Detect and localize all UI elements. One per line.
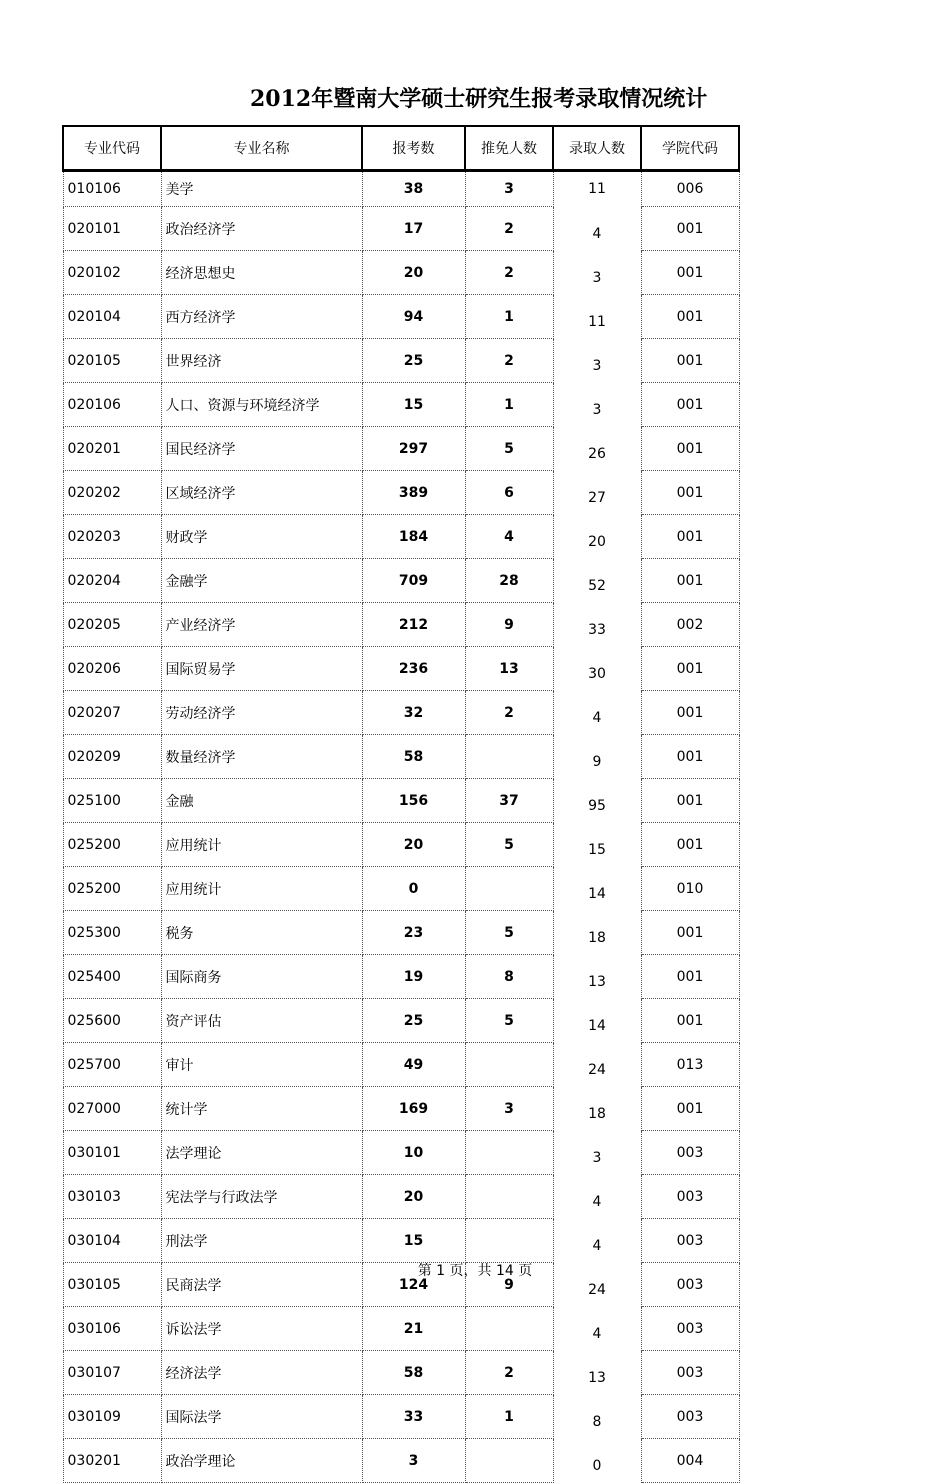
admitted-cell: 8: [553, 1395, 641, 1439]
admitted-cell: 14: [553, 867, 641, 911]
college-code-cell: 002: [641, 603, 739, 647]
major-code-cell: 030101: [63, 1131, 161, 1175]
applicants-cell: 169: [362, 1087, 465, 1131]
exempt-cell: 2: [465, 207, 553, 251]
exempt-cell: 5: [465, 427, 553, 471]
college-code-cell: 003: [641, 1131, 739, 1175]
major-code-cell: 025100: [63, 779, 161, 823]
admitted-cell: 33: [553, 603, 641, 647]
admitted-cell: 4: [553, 691, 641, 735]
applicants-cell: 38: [362, 171, 465, 207]
table-row: [63, 171, 739, 207]
table-row: [63, 251, 739, 295]
table-row: [63, 647, 739, 691]
header-major-code: 专业代码: [63, 126, 161, 171]
college-code-cell: 013: [641, 1043, 739, 1087]
college-code-cell: 003: [641, 1395, 739, 1439]
exempt-cell: [465, 1219, 553, 1263]
admitted-cell: 4: [553, 1307, 641, 1351]
applicants-cell: 21: [362, 1307, 465, 1351]
college-code-cell: 001: [641, 515, 739, 559]
page-title: 2012年暨南大学硕士研究生报考录取情况统计: [250, 86, 708, 112]
admitted-cell: 13: [553, 955, 641, 999]
applicants-cell: 10: [362, 1131, 465, 1175]
table-row: [63, 1395, 739, 1439]
major-name-cell: 经济思想史: [161, 251, 362, 295]
major-code-cell: 020206: [63, 647, 161, 691]
major-code-cell: 020101: [63, 207, 161, 251]
table-row: [63, 1087, 739, 1131]
college-code-cell: 001: [641, 427, 739, 471]
admitted-cell: 13: [553, 1351, 641, 1395]
admitted-cell: 4: [553, 207, 641, 251]
applicants-cell: 389: [362, 471, 465, 515]
major-code-cell: 025400: [63, 955, 161, 999]
major-code-cell: 030201: [63, 1439, 161, 1483]
table-row: [63, 427, 739, 471]
college-code-cell: 001: [641, 1087, 739, 1131]
admitted-cell: 9: [553, 735, 641, 779]
major-name-cell: 国民经济学: [161, 427, 362, 471]
major-name-cell: 国际商务: [161, 955, 362, 999]
major-name-cell: 区域经济学: [161, 471, 362, 515]
college-code-cell: 001: [641, 559, 739, 603]
exempt-cell: 8: [465, 955, 553, 999]
admitted-cell: 4: [553, 1219, 641, 1263]
major-code-cell: 020207: [63, 691, 161, 735]
applicants-cell: 156: [362, 779, 465, 823]
college-code-cell: 001: [641, 911, 739, 955]
table-header-row: [63, 126, 739, 171]
major-code-cell: 020209: [63, 735, 161, 779]
major-code-cell: 030103: [63, 1175, 161, 1219]
college-code-cell: 001: [641, 823, 739, 867]
table-row: [63, 339, 739, 383]
exempt-cell: 5: [465, 911, 553, 955]
exempt-cell: 3: [465, 1087, 553, 1131]
admitted-cell: 3: [553, 383, 641, 427]
applicants-cell: 3: [362, 1439, 465, 1483]
college-code-cell: 003: [641, 1219, 739, 1263]
table-row: [63, 383, 739, 427]
table-row: [63, 1439, 739, 1483]
table-row: [63, 999, 739, 1043]
header-applicants: 报考数: [362, 126, 465, 171]
table-row: [63, 691, 739, 735]
table-row: [63, 911, 739, 955]
table-row: [63, 559, 739, 603]
applicants-cell: 20: [362, 1175, 465, 1219]
exempt-cell: 3: [465, 171, 553, 207]
major-name-cell: 世界经济: [161, 339, 362, 383]
table-row: [63, 1175, 739, 1219]
major-name-cell: 法学理论: [161, 1131, 362, 1175]
college-code-cell: 003: [641, 1351, 739, 1395]
major-name-cell: 应用统计: [161, 867, 362, 911]
exempt-cell: [465, 867, 553, 911]
applicants-cell: 15: [362, 1219, 465, 1263]
table-row: [63, 867, 739, 911]
exempt-cell: 2: [465, 691, 553, 735]
college-code-cell: 004: [641, 1439, 739, 1483]
applicants-cell: 19: [362, 955, 465, 999]
major-code-cell: 030104: [63, 1219, 161, 1263]
major-code-cell: 030109: [63, 1395, 161, 1439]
table-row: [63, 603, 739, 647]
major-code-cell: 020204: [63, 559, 161, 603]
major-name-cell: 金融学: [161, 559, 362, 603]
admitted-cell: 18: [553, 1087, 641, 1131]
major-name-cell: 民商法学: [161, 1263, 362, 1307]
college-code-cell: 001: [641, 779, 739, 823]
major-code-cell: 020104: [63, 295, 161, 339]
admitted-cell: 24: [553, 1263, 641, 1307]
college-code-cell: 010: [641, 867, 739, 911]
admitted-cell: 3: [553, 339, 641, 383]
table-row: [63, 955, 739, 999]
exempt-cell: [465, 1043, 553, 1087]
exempt-cell: 37: [465, 779, 553, 823]
table-row: [63, 471, 739, 515]
major-code-cell: 020205: [63, 603, 161, 647]
exempt-cell: 1: [465, 1395, 553, 1439]
major-name-cell: 劳动经济学: [161, 691, 362, 735]
table-row: [63, 515, 739, 559]
major-name-cell: 宪法学与行政法学: [161, 1175, 362, 1219]
college-code-cell: 001: [641, 471, 739, 515]
college-code-cell: 001: [641, 999, 739, 1043]
applicants-cell: 32: [362, 691, 465, 735]
applicants-cell: 15: [362, 383, 465, 427]
college-code-cell: 001: [641, 691, 739, 735]
exempt-cell: 1: [465, 383, 553, 427]
admitted-cell: 14: [553, 999, 641, 1043]
applicants-cell: 17: [362, 207, 465, 251]
applicants-cell: 94: [362, 295, 465, 339]
college-code-cell: 001: [641, 295, 739, 339]
major-name-cell: 政治经济学: [161, 207, 362, 251]
applicants-cell: 25: [362, 999, 465, 1043]
major-code-cell: 010106: [63, 171, 161, 207]
table-row: [63, 823, 739, 867]
exempt-cell: 28: [465, 559, 553, 603]
major-name-cell: 资产评估: [161, 999, 362, 1043]
major-code-cell: 020105: [63, 339, 161, 383]
major-name-cell: 应用统计: [161, 823, 362, 867]
applicants-cell: 23: [362, 911, 465, 955]
applicants-cell: 212: [362, 603, 465, 647]
table-body: [63, 171, 739, 1483]
major-code-cell: 030105: [63, 1263, 161, 1307]
major-code-cell: 025200: [63, 823, 161, 867]
header-exempt: 推免人数: [465, 126, 553, 171]
header-major-name: 专业名称: [161, 126, 362, 171]
college-code-cell: 001: [641, 251, 739, 295]
admitted-cell: 18: [553, 911, 641, 955]
applicants-cell: 25: [362, 339, 465, 383]
college-code-cell: 003: [641, 1307, 739, 1351]
applicants-cell: 297: [362, 427, 465, 471]
admitted-cell: 11: [553, 171, 641, 207]
major-name-cell: 数量经济学: [161, 735, 362, 779]
header-admitted: 录取人数: [553, 126, 641, 171]
major-code-cell: 030106: [63, 1307, 161, 1351]
major-code-cell: 025700: [63, 1043, 161, 1087]
page-footer: 第 1 页，共 14 页: [417, 1263, 533, 1279]
major-name-cell: 税务: [161, 911, 362, 955]
major-name-cell: 西方经济学: [161, 295, 362, 339]
applicants-cell: 33: [362, 1395, 465, 1439]
major-name-cell: 国际贸易学: [161, 647, 362, 691]
table-row: [63, 1043, 739, 1087]
college-code-cell: 003: [641, 1263, 739, 1307]
admitted-cell: 0: [553, 1439, 641, 1483]
table-row: [63, 207, 739, 251]
college-code-cell: 001: [641, 383, 739, 427]
college-code-cell: 001: [641, 735, 739, 779]
major-code-cell: 025200: [63, 867, 161, 911]
college-code-cell: 001: [641, 647, 739, 691]
table-row: [63, 295, 739, 339]
table-row: [63, 779, 739, 823]
admitted-cell: 24: [553, 1043, 641, 1087]
major-code-cell: 025600: [63, 999, 161, 1043]
major-name-cell: 人口、资源与环境经济学: [161, 383, 362, 427]
college-code-cell: 001: [641, 207, 739, 251]
applicants-cell: 49: [362, 1043, 465, 1087]
applicants-cell: 58: [362, 735, 465, 779]
major-code-cell: 030107: [63, 1351, 161, 1395]
admitted-cell: 26: [553, 427, 641, 471]
admitted-cell: 95: [553, 779, 641, 823]
applicants-cell: 58: [362, 1351, 465, 1395]
major-name-cell: 财政学: [161, 515, 362, 559]
admitted-cell: 3: [553, 1131, 641, 1175]
applicants-cell: 709: [362, 559, 465, 603]
table-row: [63, 1219, 739, 1263]
table-row: [63, 1351, 739, 1395]
major-name-cell: 政治学理论: [161, 1439, 362, 1483]
major-name-cell: 产业经济学: [161, 603, 362, 647]
major-code-cell: 020201: [63, 427, 161, 471]
exempt-cell: 2: [465, 251, 553, 295]
exempt-cell: 6: [465, 471, 553, 515]
admitted-cell: 30: [553, 647, 641, 691]
exempt-cell: 9: [465, 603, 553, 647]
exempt-cell: 9: [465, 1263, 553, 1307]
table-row: [63, 1131, 739, 1175]
exempt-cell: 5: [465, 823, 553, 867]
applicants-cell: 124: [362, 1263, 465, 1307]
applicants-cell: 20: [362, 251, 465, 295]
exempt-cell: 1: [465, 295, 553, 339]
major-name-cell: 诉讼法学: [161, 1307, 362, 1351]
exempt-cell: [465, 1131, 553, 1175]
exempt-cell: [465, 735, 553, 779]
exempt-cell: 2: [465, 1351, 553, 1395]
admitted-cell: 27: [553, 471, 641, 515]
college-code-cell: 001: [641, 339, 739, 383]
applicants-cell: 236: [362, 647, 465, 691]
title-clip: [0, 80, 740, 120]
major-name-cell: 国际法学: [161, 1395, 362, 1439]
exempt-cell: 2: [465, 339, 553, 383]
major-name-cell: 金融: [161, 779, 362, 823]
major-name-cell: 美学: [161, 171, 362, 207]
exempt-cell: 13: [465, 647, 553, 691]
major-name-cell: 经济法学: [161, 1351, 362, 1395]
major-name-cell: 统计学: [161, 1087, 362, 1131]
admitted-cell: 11: [553, 295, 641, 339]
applicants-cell: 0: [362, 867, 465, 911]
major-code-cell: 020202: [63, 471, 161, 515]
major-code-cell: 027000: [63, 1087, 161, 1131]
major-code-cell: 020203: [63, 515, 161, 559]
college-code-cell: 001: [641, 955, 739, 999]
admitted-cell: 3: [553, 251, 641, 295]
admitted-cell: 20: [553, 515, 641, 559]
header-college-code: 学院代码: [641, 126, 739, 171]
major-code-cell: 020106: [63, 383, 161, 427]
admitted-cell: 15: [553, 823, 641, 867]
applicants-cell: 184: [362, 515, 465, 559]
exempt-cell: 5: [465, 999, 553, 1043]
exempt-cell: [465, 1175, 553, 1219]
major-name-cell: 刑法学: [161, 1219, 362, 1263]
college-code-cell: 006: [641, 171, 739, 207]
table-row: [63, 735, 739, 779]
admitted-cell: 4: [553, 1175, 641, 1219]
major-name-cell: 审计: [161, 1043, 362, 1087]
major-code-cell: 025300: [63, 911, 161, 955]
applicants-cell: 20: [362, 823, 465, 867]
exempt-cell: 4: [465, 515, 553, 559]
major-code-cell: 020102: [63, 251, 161, 295]
exempt-cell: [465, 1439, 553, 1483]
admitted-cell: 52: [553, 559, 641, 603]
college-code-cell: 003: [641, 1175, 739, 1219]
